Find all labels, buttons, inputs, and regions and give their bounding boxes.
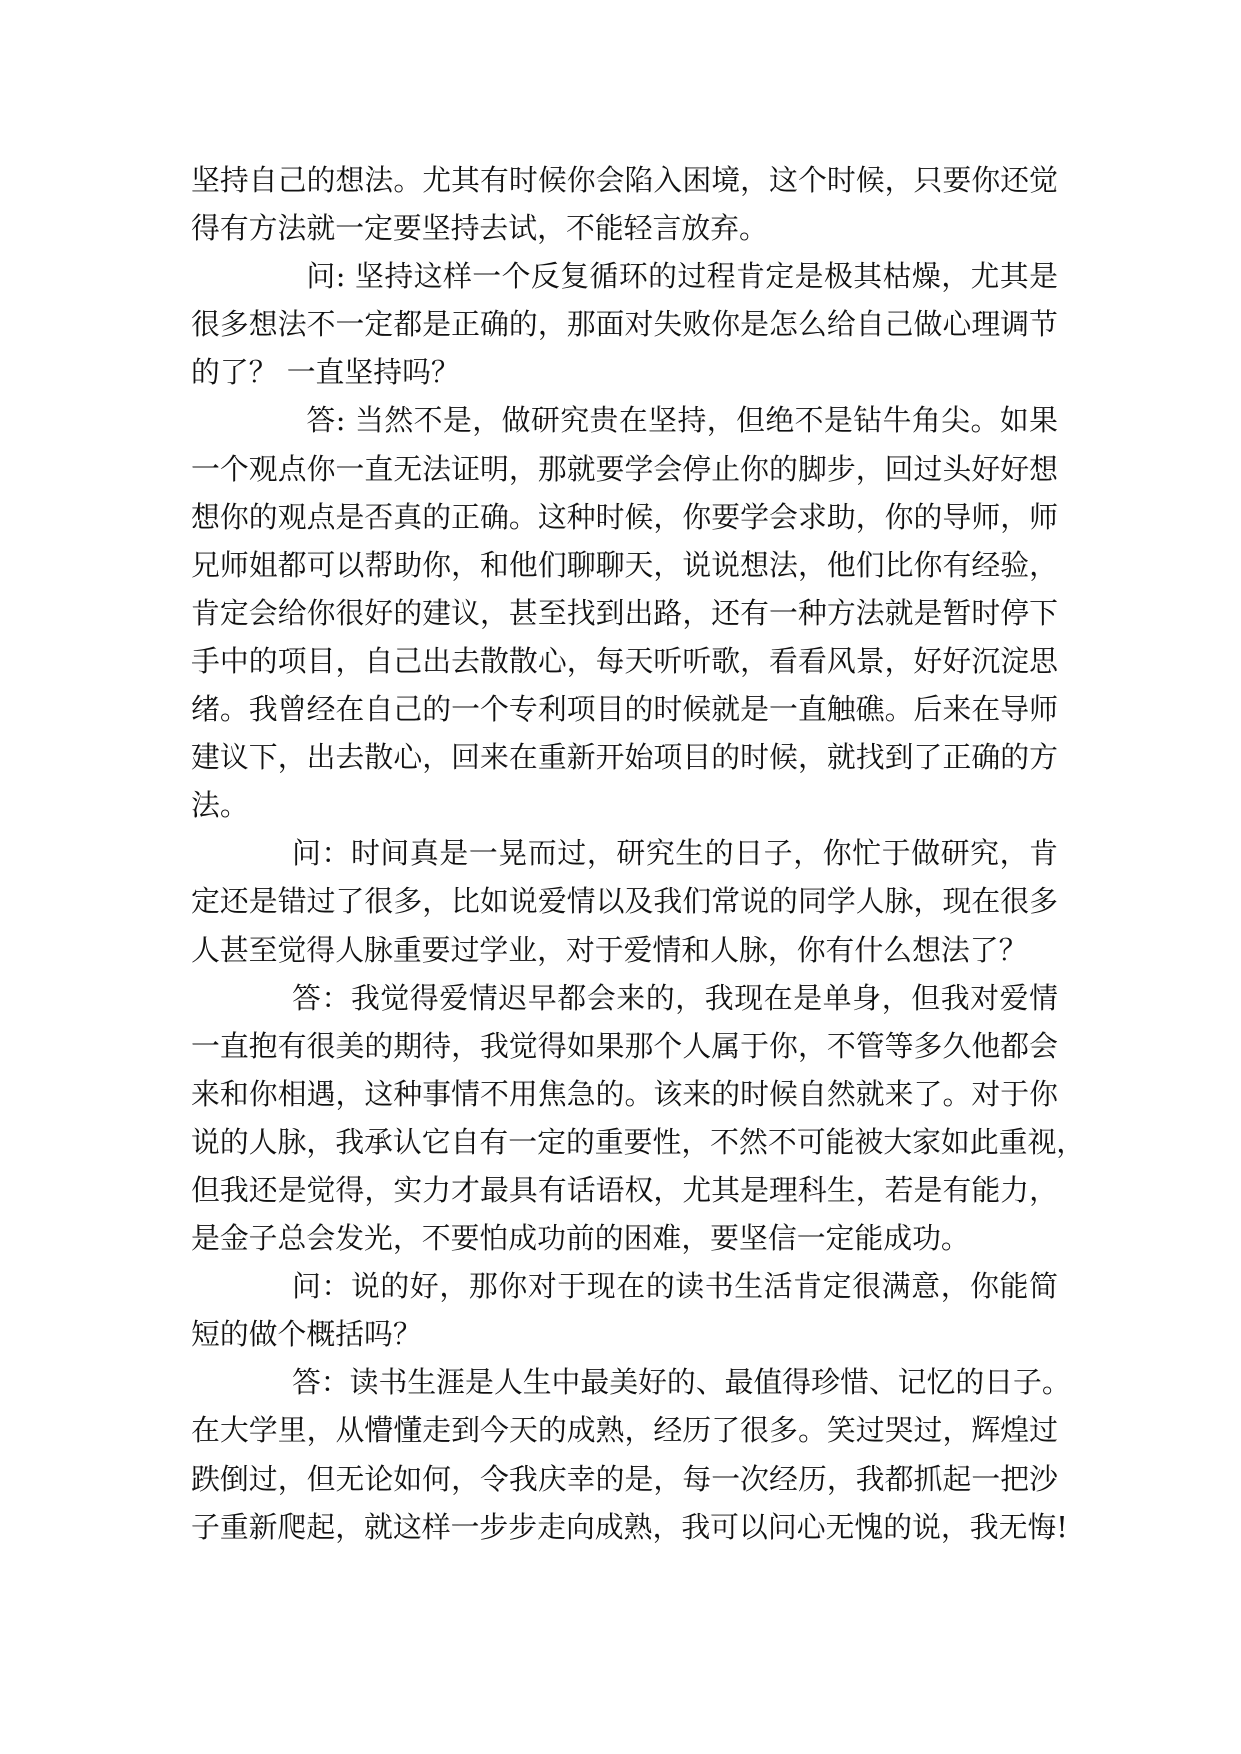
text-line: 答: 当然不是，做研究贵在坚持，但绝不是钻牛角尖。如果: [306, 403, 1058, 438]
text-line: 问：时间真是一晃而过，研究生的日子，你忙于做研究，肯: [291, 836, 1058, 871]
text-line: 是金子总会发光，不要怕成功前的困难，要坚信一定能成功。: [191, 1221, 970, 1256]
text-line: 人甚至觉得人脉重要过学业，对于爱情和人脉，你有什么想法了？: [191, 932, 1028, 967]
answer-paragraph: [191, 396, 1058, 829]
text-line: 问: 坚持这样一个反复循环的过程肯定是极其枯燥，尤其是: [306, 259, 1058, 294]
question-paragraph: [191, 829, 1058, 973]
text-line: 手中的项目，自己出去散散心，每天听听歌，看看风景，好好沉淀思: [191, 643, 1058, 678]
text-line: 得有方法就一定要坚持去试，不能轻言放弃。: [191, 211, 768, 246]
text-line: 子重新爬起，就这样一步步走向成熟，我可以问心无愧的说，我无悔!: [191, 1509, 1068, 1544]
text-line: 建议下，出去散心，回来在重新开始项目的时候，就找到了正确的方: [191, 740, 1058, 775]
text-line: 一个观点你一直无法证明，那就要学会停止你的脚步，回过头好好想: [191, 451, 1058, 486]
text-line: 说的人脉，我承认它自有一定的重要性，不然不可能被大家如此重视，: [191, 1124, 1086, 1159]
text-line: 法。: [191, 788, 249, 823]
question-paragraph: [191, 1262, 1058, 1358]
text-line: 来和你相遇，这种事情不用焦急的。该来的时候自然就来了。对于你: [191, 1076, 1058, 1111]
text-line: 绪。我曾经在自己的一个专利项目的时候就是一直触礁。后来在导师: [191, 692, 1058, 727]
text-line: 一直抱有很美的期待，我觉得如果那个人属于你，不管等多久他都会: [191, 1028, 1058, 1063]
text-line: 答：我觉得爱情迟早都会来的，我现在是单身，但我对爱情: [291, 980, 1058, 1015]
text-line: 很多想法不一定都是正确的，那面对失败你是怎么给自己做心理调节: [191, 307, 1058, 342]
question-paragraph: [191, 252, 1058, 396]
text-line: 答：读书生涯是人生中最美好的、最值得珍惜、记忆的日子。: [291, 1365, 1071, 1400]
text-line: 在大学里，从懵懂走到今天的成熟，经历了很多。笑过哭过，辉煌过: [191, 1413, 1058, 1448]
text-line: 肯定会给你很好的建议，甚至找到出路，还有一种方法就是暂时停下: [191, 595, 1058, 630]
text-line: 想你的观点是否真的正确。这种时候，你要学会求助，你的导师，师: [191, 499, 1058, 534]
text-line: 坚持自己的想法。尤其有时候你会陷入困境，这个时候，只要你还觉: [191, 163, 1058, 197]
text-line: 兄师姐都可以帮助你，和他们聊聊天，说说想法，他们比你有经验，: [191, 547, 1058, 582]
text-line: 的了？ 一直坚持吗？: [191, 355, 460, 390]
continuation-paragraph: [191, 156, 1058, 252]
text-line: 短的做个概括吗？: [191, 1317, 422, 1352]
text-line: 但我还是觉得，实力才最具有话语权，尤其是理科生，若是有能力，: [191, 1172, 1058, 1207]
text-line: 问：说的好，那你对于现在的读书生活肯定很满意，你能简: [291, 1269, 1058, 1304]
document-body: [191, 156, 1086, 1551]
text-line: 跌倒过，但无论如何，令我庆幸的是，每一次经历，我都抓起一把沙: [191, 1461, 1058, 1496]
answer-paragraph: [191, 1358, 1071, 1550]
text-line: 定还是错过了很多，比如说爱情以及我们常说的同学人脉，现在很多: [191, 884, 1058, 919]
answer-paragraph: [191, 974, 1086, 1263]
